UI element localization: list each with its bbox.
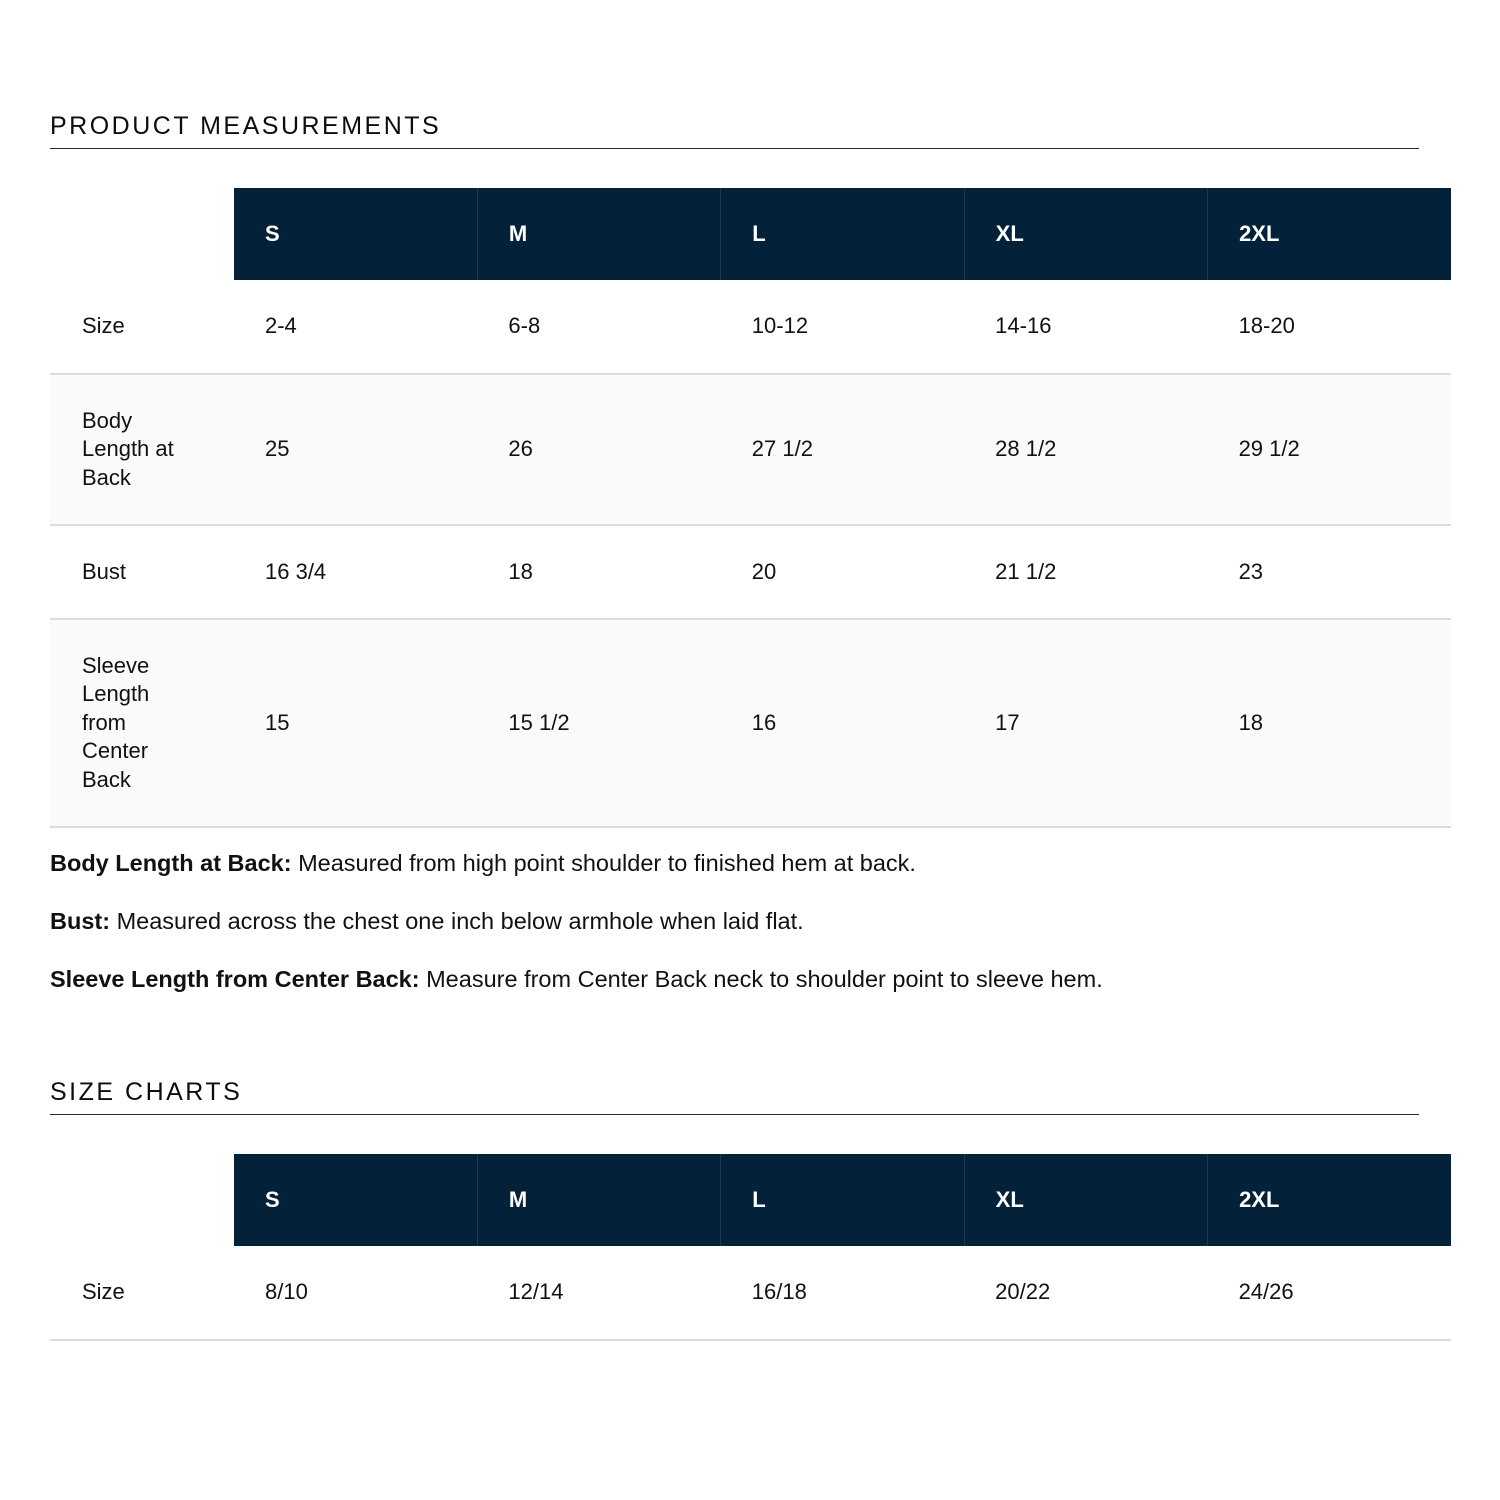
size-header-m: M (477, 188, 720, 280)
table-cell: 15 1/2 (477, 619, 720, 827)
size-header-l: L (721, 188, 964, 280)
size-header-xl: XL (964, 188, 1207, 280)
note-term: Body Length at Back: (50, 850, 292, 876)
note-text: Measured from high point shoulder to finished hem at back. (291, 850, 916, 876)
table-cell: 16/18 (721, 1246, 964, 1340)
table-cell: 15 (234, 619, 477, 827)
table-cell: 21 1/2 (964, 525, 1207, 619)
table-cell: 10-12 (721, 280, 964, 374)
table-cell: 18-20 (1208, 280, 1451, 374)
note-term: Bust: (50, 908, 111, 934)
table-row (50, 1246, 1451, 1340)
table-cell: 16 3/4 (234, 525, 477, 619)
row-label: Body Length at Back (50, 374, 234, 525)
row-label: Size (50, 280, 234, 374)
product-measurements-section (50, 114, 1451, 828)
table-row (50, 280, 1451, 374)
row-label: Size (50, 1246, 234, 1340)
table-row (50, 374, 1451, 525)
table-cell: 6-8 (477, 280, 720, 374)
table-cell: 18 (477, 525, 720, 619)
table-cell: 14-16 (964, 280, 1207, 374)
table-cell: 20/22 (964, 1246, 1207, 1340)
table-header-row (50, 1154, 1451, 1246)
product-measurements-title: PRODUCT MEASUREMENTS (50, 114, 1419, 149)
table-cell: 20 (721, 525, 964, 619)
table-row (50, 619, 1451, 827)
note-term: Sleeve Length from Center Back: (50, 966, 420, 992)
note-text: Measure from Center Back neck to shoulder point to sleeve hem. (419, 966, 1103, 992)
table-cell: 27 1/2 (721, 374, 964, 525)
size-header-2xl: 2XL (1208, 188, 1451, 280)
table-cell: 28 1/2 (964, 374, 1207, 525)
table-cell: 17 (964, 619, 1207, 827)
size-charts-title: SIZE CHARTS (50, 1080, 1419, 1115)
size-header-l: L (721, 1154, 964, 1246)
table-cell: 26 (477, 374, 720, 525)
note-sleeve-length (50, 966, 1430, 993)
size-header-m: M (477, 1154, 720, 1246)
table-cell: 23 (1208, 525, 1451, 619)
row-label: Bust (50, 525, 234, 619)
table-row (50, 525, 1451, 619)
size-charts-section (50, 1080, 1451, 1341)
table-cell: 18 (1208, 619, 1451, 827)
table-cell: 16 (721, 619, 964, 827)
note-body-length (50, 850, 1430, 877)
note-text: Measured across the chest one inch below armhole when laid flat. (110, 908, 804, 934)
note-bust (50, 908, 1430, 935)
table-corner-cell (50, 188, 234, 280)
row-label: Sleeve Length from Center Back (50, 619, 234, 827)
size-header-2xl: 2XL (1208, 1154, 1451, 1246)
table-cell: 24/26 (1208, 1246, 1451, 1340)
table-cell: 29 1/2 (1208, 374, 1451, 525)
table-corner-cell (50, 1154, 234, 1246)
product-measurements-table (50, 188, 1451, 828)
size-header-s: S (234, 188, 477, 280)
size-charts-table (50, 1154, 1451, 1341)
size-header-xl: XL (964, 1154, 1207, 1246)
table-cell: 25 (234, 374, 477, 525)
size-header-s: S (234, 1154, 477, 1246)
table-cell: 8/10 (234, 1246, 477, 1340)
measurement-notes (50, 850, 1430, 1024)
table-cell: 12/14 (477, 1246, 720, 1340)
table-header-row (50, 188, 1451, 280)
table-cell: 2-4 (234, 280, 477, 374)
